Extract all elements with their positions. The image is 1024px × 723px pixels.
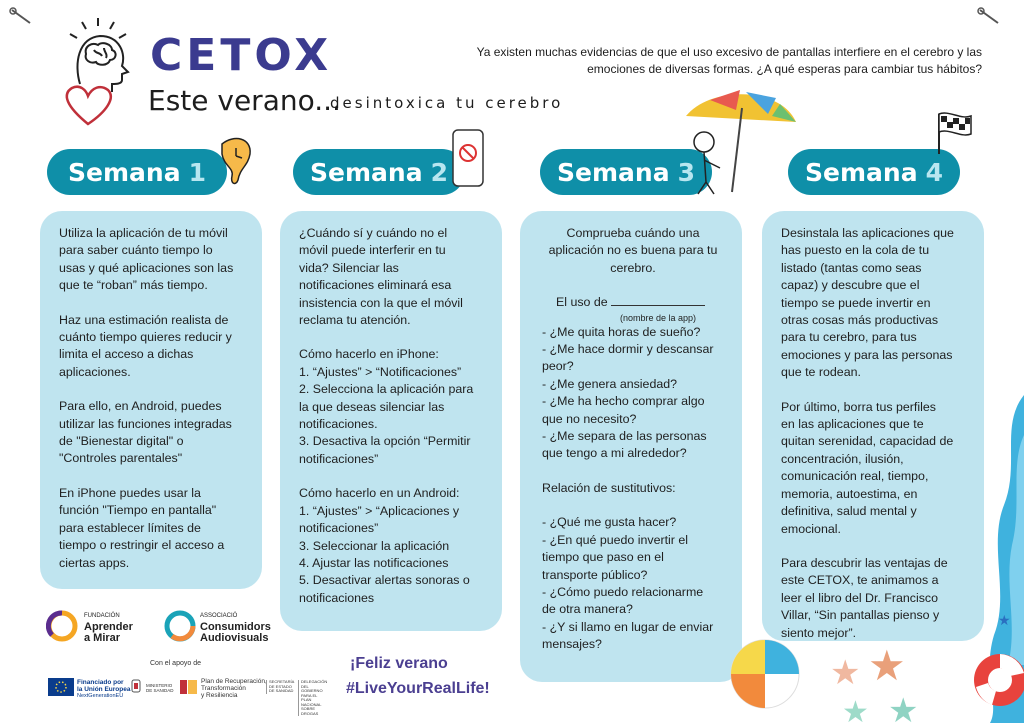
text-line: comunicación real, tiempo, [781,469,929,484]
logo-text-line: Audiovisuals [200,632,269,644]
recovery-plan-logo-icon [180,679,198,695]
text-line: ciertas apps. [59,555,130,570]
text-line: 3. Seleccionar la aplicación [299,538,450,553]
text-line: Financiado por [77,679,124,686]
list-item: - ¿Y si llamo en lugar de enviar [542,619,714,634]
text-line: tiempo se puede invertir en [781,295,931,310]
secretaria-text: SECRETARÍA DE ESTADO DE SANIDAD [266,680,294,694]
fill-blank [611,294,705,306]
text-line: quitan serenidad, capacidad de [781,434,954,449]
svg-text:★: ★ [830,653,861,693]
uso-hint: (nombre de la app) [620,312,697,323]
text-line: otras cosas más productivas [781,313,939,328]
week-label: Semana [805,157,918,187]
aprender-a-mirar-logo [84,611,133,644]
paragraph [781,399,966,538]
list-item: que tengo a mi alrededor? [542,446,687,461]
list-item: - ¿Me quita horas de sueño? [542,324,701,339]
text-line: Cómo hacerlo en iPhone: [299,347,439,362]
text-line: para saber cuánto tiempo lo [59,243,213,258]
logo-small-text: ASSOCIACIÓ [200,613,238,619]
week-1-header [47,149,227,195]
text-line: usas y qué aplicaciones son las [59,260,234,275]
eu-funding-text [77,679,130,700]
week-number: 3 [677,157,695,187]
paragraph [299,346,484,468]
hashtag-text: #LiveYourRealLife! [346,680,490,697]
text-line: Para ello, en Android, puedes [59,399,222,414]
text-line: la que deseas silenciar las [299,399,445,414]
list-item: mensajes? [542,637,602,652]
text-line: Por último, borra tus perfiles [781,399,936,414]
text-line: en las aplicaciones que te [781,417,924,432]
spain-coat-of-arms-icon [130,678,142,696]
uso-line [542,294,724,311]
head-brain-heart-icon [56,14,140,144]
paragraph [59,312,244,382]
delegacion-text: DELEGACIÓN DEL GOBIERNO PARA EL PLAN NACIONAL SOBRE DROGAS [298,680,328,716]
text-line: móvil puede interferir en tu [299,243,446,258]
eu-flag-icon [48,678,74,696]
text-line: notificaciones” [299,521,379,536]
text-line: 2. Selecciona la aplicación para [299,382,474,397]
checkered-flag-icon [935,110,975,156]
page-title: CETOX [150,30,333,81]
text-line: cerebro. [610,260,656,275]
list-item: - ¿Me separa de las personas [542,429,707,444]
text-line: aplicaciones. [59,364,131,379]
list-item: - ¿En qué puedo invertir el [542,532,689,547]
paragraph [542,225,724,277]
list-item: - ¿Me ha hecho comprar algo [542,394,705,409]
paragraph [59,225,244,295]
text-line: para establecer límites de [59,520,201,535]
melting-clock-icon [214,132,258,188]
text-line: función "Tiempo en pantalla" [59,503,217,518]
svg-text:★: ★ [868,641,906,690]
consumidors-audiovisuals-logo-icon [164,610,196,642]
text-line: ¿Cuándo sí y cuándo no el [299,226,448,240]
pin-icon [976,6,1004,28]
week-number: 4 [925,157,943,187]
text-line: Villar, “Sin pantallas pienso y [781,608,940,623]
text-line: vida? Silenciar las [299,260,399,275]
text-line: Transformación [201,685,246,692]
logo-text-line: Consumidors [200,621,271,633]
text-line: "Controles parentales" [59,451,183,466]
list-item: tiempo que paso en el [542,550,664,565]
logo-small-text: FUNDACIÓN [84,613,120,619]
text-line: notificaciones” [299,451,379,466]
list-item: - ¿Qué me gusta hacer? [542,515,677,530]
text-line: Cómo hacerlo en un Android: [299,486,460,501]
svg-text:★: ★ [888,691,919,723]
text-line: Plan de Recuperación, [201,678,267,685]
text-line: para tu cerebro, para tus [781,330,917,345]
text-line: Utiliza la aplicación de tu móvil [59,226,228,240]
list-item: - ¿Cómo puedo relacionarme [542,584,704,599]
question-list [542,324,724,463]
text-line: aplicación no es buena para tu [548,243,718,258]
text-line: notificaciones eliminará esa [299,278,452,293]
text-line: Para descubrir las ventajas de [781,555,948,570]
logo-text-line: Aprender [84,621,133,633]
text-line: 1. “Ajustes” > “Notificaciones” [299,364,462,379]
text-line: que te “roban” más tiempo. [59,278,208,293]
list-item: que no necesito? [542,411,637,426]
subtitle-main: Este verano... [148,84,341,117]
logo-text-line: a Mirar [84,632,121,644]
starfish-icon [828,636,928,723]
muted-phone-icon [450,128,486,188]
text-line: Haz una estimación realista de [59,312,229,327]
text-line: definitiva, salud mental y [781,504,917,519]
text-line: notificaciones. [299,417,378,432]
aprender-a-mirar-logo-icon [46,610,78,642]
text-line: Desinstala las aplicaciones que [781,226,954,240]
paragraph [781,225,966,382]
text-line: memoria, autoestima, en [781,486,918,501]
paragraph [781,555,966,642]
consumidors-audiovisuals-logo [200,611,271,644]
text-line: Comprueba cuándo una [566,226,700,240]
week-2-card [280,211,502,631]
week-3-card [520,211,742,682]
list-item: - ¿Me hace dormir y descansar [542,342,714,357]
text-line: has puesto en la cola de tu [781,243,930,258]
text-line: utilizar las funciones integradas [59,416,232,431]
svg-text:★: ★ [998,613,1011,629]
intro-text: Ya existen muchas evidencias de que el uso excesivo de pantallas interfiere en el cerebro y las emociones de diversas formas. ¿A qué esperas para cambiar tus hábitos? [476,45,982,76]
week-number: 2 [430,157,448,187]
text-line: reclama tu atención. [299,313,411,328]
week-2-header [293,149,465,195]
text-line: emocional. [781,521,841,536]
text-line: 1. “Ajustes” > “Aplicaciones y [299,503,460,518]
subtitle-sub: desintoxica tu cerebro [330,94,564,112]
relacion-title: Relación de sustitutivos: [542,480,676,495]
list-item: - ¿Me genera ansiedad? [542,376,678,391]
paragraph [299,225,484,329]
text-line: que te rodean. [781,365,861,380]
text-line: de "Bienestar digital" o [59,434,184,449]
text-line: emociones y para las personas [781,347,953,362]
support-label: Con el apoyo de [150,660,201,667]
paragraph [59,398,244,468]
text-line: siento mejor”. [781,625,857,640]
text-line: NextGenerationEU [77,693,124,699]
paragraph [299,485,484,607]
week-label: Semana [557,157,670,187]
uso-label: El uso de [556,295,608,310]
week-4-card [762,211,984,641]
text-line: la Unión Europea [77,686,131,693]
list-item: de otra manera? [542,602,633,617]
week-number: 1 [188,157,206,187]
text-line: insistencia con la que el móvil [299,295,463,310]
text-line: cuánto tiempo quieres reducir y [59,330,232,345]
life-ring-icon [966,645,1024,715]
text-line: 5. Desactivar alertas sonoras o [299,573,470,588]
week-label: Semana [68,157,181,187]
beach-umbrella-icon [677,86,800,196]
text-line: 4. Ajustar las notificaciones [299,555,449,570]
ministry-text: MINISTERIO DE SANIDAD [146,683,174,693]
svg-text:★: ★ [842,695,869,723]
text-line: En iPhone puedes usar la [59,485,201,500]
recovery-plan-text [201,678,267,699]
paragraph [59,485,244,572]
list-item: transporte público? [542,567,648,582]
list-item: peor? [542,359,574,374]
text-line: listado (tantas como seas [781,260,922,275]
week-1-card [40,211,262,589]
text-line: capaz) y descubre que el [781,278,920,293]
text-line: y Resiliencia [201,692,238,699]
text-line: este CETOX, te animamos a [781,573,939,588]
text-line: 3. Desactiva la opción “Permitir [299,434,471,449]
relacion-list [542,514,724,653]
text-line: notificaciones [299,590,375,605]
beach-ball-icon [728,638,802,710]
text-line: leer el libro del Dr. Francisco [781,590,939,605]
text-line: concentración, ilusión, [781,451,904,466]
feliz-verano-text: ¡Feliz verano [350,655,448,672]
text-line: tiempo o restringir el acceso a [59,538,225,553]
text-line: limita el acceso a dichas [59,347,194,362]
pin-icon [8,6,36,28]
week-label: Semana [310,157,423,187]
